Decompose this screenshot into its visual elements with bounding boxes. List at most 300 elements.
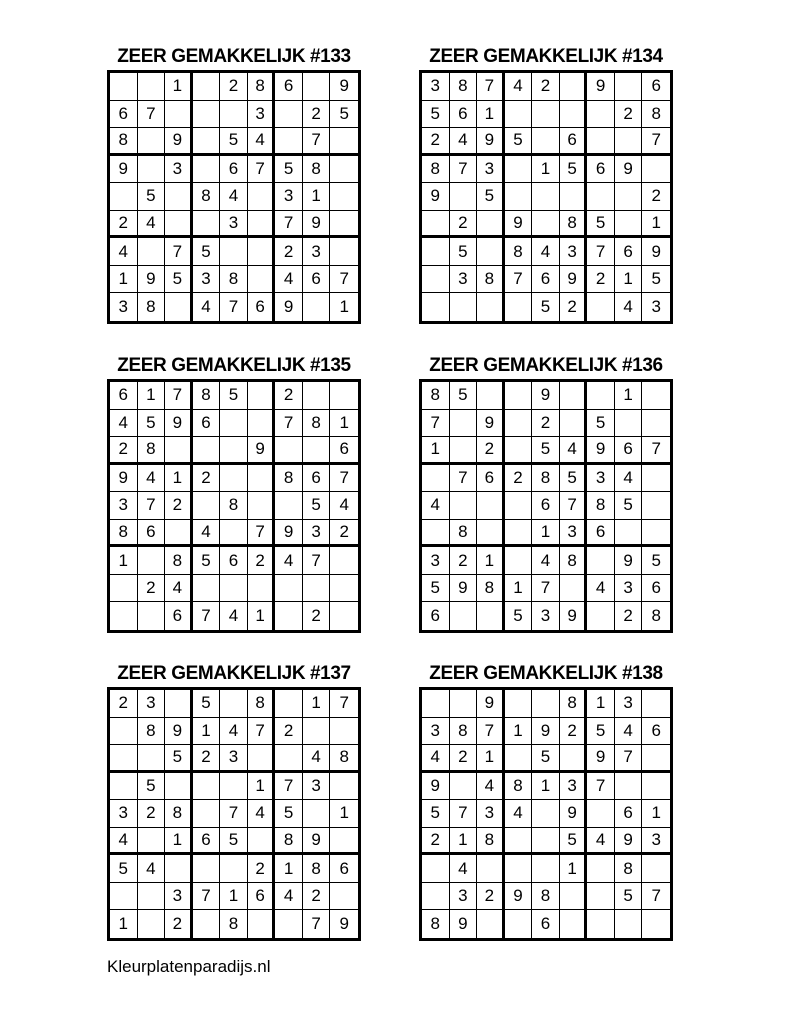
grid-cell: 2 xyxy=(615,602,643,630)
grid-cell: 7 xyxy=(560,492,588,520)
grid-cell xyxy=(330,156,358,184)
grid-cell: 5 xyxy=(477,183,505,211)
grid-cell xyxy=(110,883,138,911)
grid-cell xyxy=(615,410,643,438)
grid-cell: 1 xyxy=(532,520,560,548)
grid-cell xyxy=(642,465,670,493)
grid-cell: 6 xyxy=(330,855,358,883)
grid-cell xyxy=(220,238,248,266)
grid-cell xyxy=(615,773,643,801)
puzzle-title: ZEER GEMAKKELIJK #133 xyxy=(117,46,351,67)
grid-cell: 2 xyxy=(220,73,248,101)
grid-cell: 3 xyxy=(651,297,661,317)
grid-cell xyxy=(193,492,221,520)
grid-cell xyxy=(110,773,138,801)
grid-cell xyxy=(220,855,248,883)
grid-cell xyxy=(422,690,450,718)
grid-cell xyxy=(422,293,450,321)
grid-cell xyxy=(505,828,533,856)
grid-cell: 2 xyxy=(330,520,358,548)
grid-cell: 4 xyxy=(330,492,358,520)
grid-cell: 9 xyxy=(303,211,331,239)
grid-cell: 9 xyxy=(615,156,643,184)
grid-cell: 9 xyxy=(110,465,138,493)
grid-cell: 7 xyxy=(275,410,303,438)
grid-cell: 8 xyxy=(138,293,166,321)
grid-cell: 1 xyxy=(330,410,358,438)
grid-cell xyxy=(248,183,276,211)
grid-cell xyxy=(193,437,221,465)
grid-cell: 5 xyxy=(532,437,560,465)
grid-cell xyxy=(532,101,560,129)
grid-cell: 3 xyxy=(422,73,450,101)
grid-cell: 2 xyxy=(422,828,450,856)
grid-cell: 8 xyxy=(642,101,670,129)
grid-cell: 1 xyxy=(450,828,478,856)
grid-cell: 7 xyxy=(165,238,193,266)
grid-cell xyxy=(615,910,643,938)
grid-cell: 4 xyxy=(422,492,450,520)
grid-cell: 3 xyxy=(165,156,193,184)
grid-cell: 6 xyxy=(560,128,588,156)
grid-cell xyxy=(220,437,248,465)
grid-cell xyxy=(422,266,450,294)
grid-cell: 2 xyxy=(303,602,331,630)
grid-cell: 9 xyxy=(138,266,166,294)
grid-cell xyxy=(560,73,588,101)
grid-cell: 4 xyxy=(532,547,560,575)
grid-cell: 6 xyxy=(615,238,643,266)
grid-cell xyxy=(505,745,533,773)
puzzle-title: ZEER GEMAKKELIJK #134 xyxy=(429,46,663,67)
grid-cell: 2 xyxy=(275,382,303,410)
grid-cell: 2 xyxy=(505,465,533,493)
grid-cell: 2 xyxy=(110,690,138,718)
grid-cell: 5 xyxy=(330,101,358,129)
grid-cell: 7 xyxy=(477,718,505,746)
grid-cell xyxy=(450,437,478,465)
grid-cell: 7 xyxy=(275,773,303,801)
grid-cell: 3 xyxy=(560,238,588,266)
grid-cell: 1 xyxy=(110,910,138,938)
grid-cell: 6 xyxy=(330,437,358,465)
grid-cell xyxy=(477,238,505,266)
grid-cell: 5 xyxy=(450,238,478,266)
grid-cell: 6 xyxy=(138,520,166,548)
grid-cell xyxy=(422,238,450,266)
grid-cell: 5 xyxy=(587,211,615,239)
grid-cell: 4 xyxy=(615,465,643,493)
grid-cell: 7 xyxy=(532,575,560,603)
grid-cell xyxy=(303,800,331,828)
grid-cell: 5 xyxy=(193,238,221,266)
grid-cell xyxy=(193,128,221,156)
grid-cell xyxy=(220,410,248,438)
grid-cell xyxy=(193,773,221,801)
grid-cell: 5 xyxy=(615,883,643,911)
grid-cell xyxy=(587,855,615,883)
grid-cell: 5 xyxy=(220,128,248,156)
grid-cell xyxy=(587,910,615,938)
grid-cell: 3 xyxy=(303,520,331,548)
grid-cell: 6 xyxy=(422,602,450,630)
grid-cell xyxy=(587,602,615,630)
grid-cell xyxy=(505,520,533,548)
grid-cell: 9 xyxy=(303,828,331,856)
grid-cell: 8 xyxy=(110,128,138,156)
grid-cell xyxy=(560,382,588,410)
grid-cell: 1 xyxy=(303,183,331,211)
grid-cell xyxy=(275,128,303,156)
grid-cell: 8 xyxy=(651,606,661,626)
grid-cell: 4 xyxy=(110,410,138,438)
grid-cell xyxy=(422,465,450,493)
grid-cell xyxy=(138,883,166,911)
grid-cell: 3 xyxy=(450,266,478,294)
grid-cell xyxy=(193,101,221,129)
grid-cell: 1 xyxy=(615,266,643,294)
grid-cell: 8 xyxy=(220,266,248,294)
grid-cell xyxy=(477,382,505,410)
grid-cell xyxy=(642,690,670,718)
grid-cell xyxy=(138,156,166,184)
puzzle-title: ZEER GEMAKKELIJK #136 xyxy=(429,355,663,376)
grid-cell xyxy=(275,745,303,773)
grid-cell: 9 xyxy=(165,410,193,438)
grid-cell xyxy=(193,73,221,101)
grid-cell: 2 xyxy=(248,547,276,575)
grid-cell: 2 xyxy=(615,101,643,129)
grid-cell: 9 xyxy=(560,602,588,630)
grid-cell: 5 xyxy=(587,410,615,438)
grid-cell: 2 xyxy=(275,238,303,266)
grid-cell: 3 xyxy=(193,266,221,294)
grid-cell: 2 xyxy=(450,547,478,575)
grid-cell: 9 xyxy=(422,773,450,801)
grid-cell: 2 xyxy=(450,745,478,773)
grid-cell xyxy=(615,73,643,101)
grid-cell xyxy=(303,73,331,101)
grid-cell xyxy=(138,238,166,266)
grid-cell: 8 xyxy=(532,465,560,493)
grid-cell xyxy=(422,520,450,548)
grid-cell xyxy=(138,73,166,101)
grid-cell: 8 xyxy=(138,437,166,465)
grid-cell: 8 xyxy=(165,800,193,828)
grid-cell: 7 xyxy=(422,410,450,438)
grid-cell: 4 xyxy=(193,520,221,548)
grid-cell: 9 xyxy=(615,547,643,575)
grid-cell xyxy=(450,183,478,211)
grid-cell: 7 xyxy=(275,211,303,239)
grid-cell: 8 xyxy=(248,73,276,101)
grid-cell xyxy=(505,183,533,211)
grid-cell: 7 xyxy=(303,910,331,938)
grid-cell: 3 xyxy=(477,800,505,828)
grid-cell: 2 xyxy=(303,101,331,129)
grid-cell xyxy=(193,211,221,239)
grid-cell: 5 xyxy=(138,410,166,438)
grid-cell: 6 xyxy=(642,718,670,746)
grid-cell: 9 xyxy=(110,156,138,184)
grid-cell: 5 xyxy=(275,156,303,184)
grid-cell xyxy=(138,547,166,575)
grid-cell: 5 xyxy=(505,602,533,630)
grid-cell: 9 xyxy=(450,575,478,603)
grid-cell: 1 xyxy=(220,883,248,911)
grid-cell xyxy=(505,855,533,883)
grid-cell: 9 xyxy=(422,183,450,211)
grid-cell: 9 xyxy=(275,520,303,548)
grid-cell xyxy=(275,910,303,938)
grid-cell: 8 xyxy=(330,745,358,773)
grid-cell xyxy=(450,410,478,438)
grid-cell xyxy=(110,575,138,603)
grid-cell: 9 xyxy=(275,293,303,321)
grid-cell xyxy=(587,293,615,321)
grid-cell: 9 xyxy=(642,238,670,266)
grid-cell: 6 xyxy=(532,910,560,938)
grid-cell: 3 xyxy=(587,465,615,493)
grid-cell: 6 xyxy=(532,492,560,520)
grid-cell: 7 xyxy=(330,690,358,718)
grid-cell: 8 xyxy=(450,718,478,746)
grid-cell: 7 xyxy=(330,465,358,493)
puzzle-title: ZEER GEMAKKELIJK #135 xyxy=(117,355,351,376)
grid-cell xyxy=(275,492,303,520)
grid-cell: 2 xyxy=(642,183,670,211)
grid-cell xyxy=(330,718,358,746)
grid-cell xyxy=(165,690,193,718)
grid-cell xyxy=(505,410,533,438)
grid-cell: 8 xyxy=(275,828,303,856)
grid-cell xyxy=(587,101,615,129)
grid-cell xyxy=(248,238,276,266)
grid-cell: 5 xyxy=(642,547,670,575)
grid-cell: 8 xyxy=(220,910,248,938)
grid-cell xyxy=(330,828,358,856)
grid-cell: 9 xyxy=(587,73,615,101)
grid-cell xyxy=(450,492,478,520)
grid-cell xyxy=(642,492,670,520)
grid-cell xyxy=(330,773,358,801)
grid-cell: 9 xyxy=(532,382,560,410)
grid-cell: 6 xyxy=(587,156,615,184)
grid-cell xyxy=(587,800,615,828)
grid-cell: 8 xyxy=(303,156,331,184)
grid-cell: 7 xyxy=(248,520,276,548)
grid-cell xyxy=(193,910,221,938)
grid-cell: 1 xyxy=(505,718,533,746)
grid-cell xyxy=(642,156,670,184)
grid-cell: 1 xyxy=(248,773,276,801)
grid-cell: 1 xyxy=(532,156,560,184)
grid-cell xyxy=(587,382,615,410)
grid-cell: 4 xyxy=(587,828,615,856)
grid-cell xyxy=(275,690,303,718)
grid-cell xyxy=(505,156,533,184)
grid-cell: 2 xyxy=(477,437,505,465)
grid-cell xyxy=(532,128,560,156)
grid-cell xyxy=(165,183,193,211)
grid-cell: 4 xyxy=(275,883,303,911)
grid-cell: 6 xyxy=(477,465,505,493)
grid-cell xyxy=(532,690,560,718)
grid-cell xyxy=(587,547,615,575)
grid-cell xyxy=(138,828,166,856)
grid-cell: 7 xyxy=(450,800,478,828)
grid-cell xyxy=(477,910,505,938)
grid-cell: 4 xyxy=(138,855,166,883)
grid-cell: 4 xyxy=(450,855,478,883)
grid-cell: 2 xyxy=(275,718,303,746)
grid-cell: 6 xyxy=(248,883,276,911)
grid-cell xyxy=(477,293,505,321)
grid-cell xyxy=(615,520,643,548)
grid-cell: 9 xyxy=(587,745,615,773)
grid-cell: 6 xyxy=(165,602,193,630)
grid-cell xyxy=(193,800,221,828)
grid-cell xyxy=(560,575,588,603)
grid-cell: 1 xyxy=(477,745,505,773)
grid-cell xyxy=(220,690,248,718)
grid-cell xyxy=(193,156,221,184)
grid-cell xyxy=(477,492,505,520)
grid-cell: 7 xyxy=(642,128,670,156)
grid-cell xyxy=(303,293,331,321)
grid-cell: 6 xyxy=(220,156,248,184)
grid-cell: 4 xyxy=(303,745,331,773)
grid-cell xyxy=(110,718,138,746)
grid-cell xyxy=(422,883,450,911)
grid-cell: 1 xyxy=(560,855,588,883)
grid-cell: 6 xyxy=(275,73,303,101)
grid-cell: 5 xyxy=(560,156,588,184)
grid-cell: 5 xyxy=(642,266,670,294)
grid-cell: 7 xyxy=(193,602,221,630)
grid-cell: 4 xyxy=(248,800,276,828)
grid-cell: 6 xyxy=(587,520,615,548)
grid-cell: 6 xyxy=(110,382,138,410)
grid-cell: 9 xyxy=(248,437,276,465)
grid-cell: 8 xyxy=(220,492,248,520)
grid-cell: 7 xyxy=(587,238,615,266)
grid-cell: 1 xyxy=(330,800,358,828)
grid-cell xyxy=(193,855,221,883)
grid-cell: 4 xyxy=(615,293,643,321)
grid-cell: 7 xyxy=(303,547,331,575)
grid-cell xyxy=(450,690,478,718)
grid-cell: 2 xyxy=(110,437,138,465)
grid-cell: 4 xyxy=(450,128,478,156)
grid-cell xyxy=(248,211,276,239)
grid-cell: 1 xyxy=(275,855,303,883)
grid-cell: 2 xyxy=(138,800,166,828)
grid-cell: 8 xyxy=(450,73,478,101)
grid-cell: 2 xyxy=(532,410,560,438)
grid-cell: 2 xyxy=(450,211,478,239)
grid-cell xyxy=(303,437,331,465)
site-credit: Kleurplatenparadijs.nl xyxy=(107,957,271,976)
grid-cell: 7 xyxy=(303,128,331,156)
puzzle-title: ZEER GEMAKKELIJK #138 xyxy=(429,663,663,684)
grid-cell: 4 xyxy=(615,718,643,746)
grid-cell: 8 xyxy=(615,855,643,883)
grid-cell xyxy=(165,437,193,465)
grid-cell: 8 xyxy=(422,156,450,184)
grid-cell xyxy=(248,492,276,520)
grid-cell xyxy=(532,828,560,856)
grid-cell: 8 xyxy=(303,410,331,438)
grid-cell: 4 xyxy=(532,238,560,266)
grid-cell xyxy=(642,382,670,410)
grid-cell: 6 xyxy=(248,293,276,321)
grid-cell: 2 xyxy=(193,465,221,493)
grid-cell: 5 xyxy=(165,266,193,294)
puzzle-title: ZEER GEMAKKELIJK #137 xyxy=(117,663,351,684)
grid-cell: 7 xyxy=(330,266,358,294)
grid-cell: 1 xyxy=(165,73,193,101)
grid-cell: 3 xyxy=(450,883,478,911)
grid-cell: 3 xyxy=(110,293,138,321)
grid-cell: 2 xyxy=(303,883,331,911)
sudoku-grid xyxy=(419,70,673,324)
grid-cell xyxy=(138,602,166,630)
grid-cell xyxy=(165,101,193,129)
grid-cell: 6 xyxy=(303,465,331,493)
grid-cell xyxy=(532,855,560,883)
grid-cell xyxy=(532,800,560,828)
grid-cell: 5 xyxy=(505,128,533,156)
grid-cell: 1 xyxy=(615,382,643,410)
grid-cell: 5 xyxy=(138,183,166,211)
grid-cell: 5 xyxy=(615,492,643,520)
grid-cell xyxy=(642,773,670,801)
grid-cell: 5 xyxy=(532,745,560,773)
grid-cell: 7 xyxy=(138,492,166,520)
grid-cell: 2 xyxy=(165,492,193,520)
grid-cell: 8 xyxy=(110,520,138,548)
grid-cell: 4 xyxy=(587,575,615,603)
grid-cell: 2 xyxy=(110,211,138,239)
grid-cell: 3 xyxy=(303,238,331,266)
grid-cell: 3 xyxy=(110,492,138,520)
grid-cell: 1 xyxy=(642,211,670,239)
grid-cell: 8 xyxy=(422,910,450,938)
grid-cell xyxy=(560,183,588,211)
grid-cell xyxy=(505,910,533,938)
grid-cell xyxy=(505,382,533,410)
grid-cell: 8 xyxy=(450,520,478,548)
grid-cell: 8 xyxy=(505,238,533,266)
grid-cell xyxy=(330,382,358,410)
grid-cell: 2 xyxy=(560,293,588,321)
grid-cell xyxy=(477,855,505,883)
grid-cell xyxy=(248,910,276,938)
grid-cell: 5 xyxy=(422,101,450,129)
grid-cell: 3 xyxy=(532,602,560,630)
grid-cell: 5 xyxy=(193,690,221,718)
grid-cell: 4 xyxy=(220,602,248,630)
grid-cell xyxy=(138,745,166,773)
grid-cell: 9 xyxy=(165,718,193,746)
grid-cell: 3 xyxy=(560,520,588,548)
grid-cell xyxy=(615,128,643,156)
grid-cell xyxy=(642,520,670,548)
grid-cell xyxy=(138,910,166,938)
grid-cell: 6 xyxy=(450,101,478,129)
grid-cell: 9 xyxy=(477,128,505,156)
